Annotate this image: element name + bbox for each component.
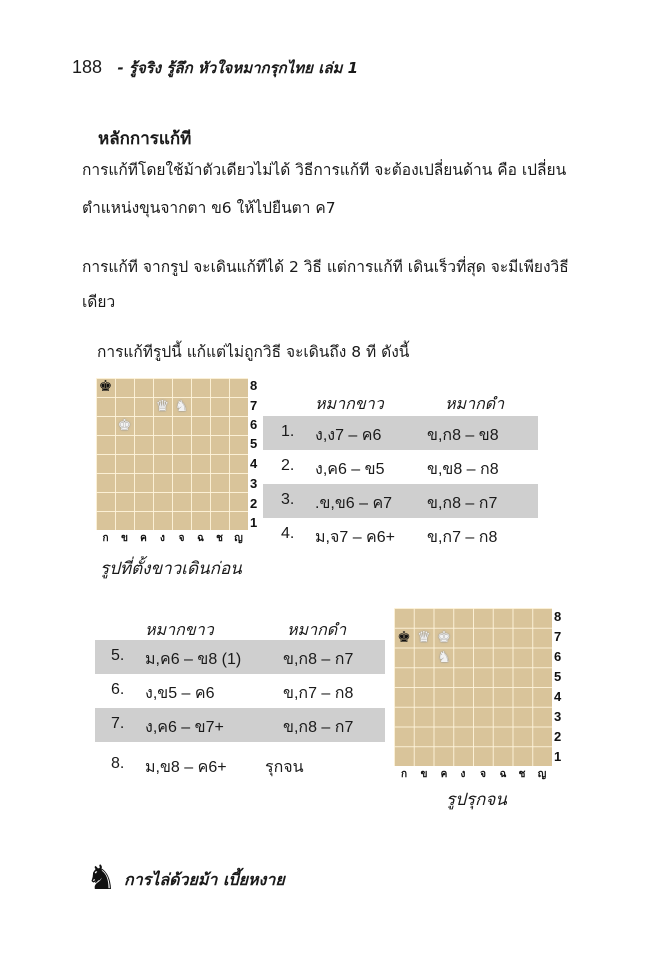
black-move: ข,ก7 – ก8 xyxy=(283,685,354,702)
moves-table-2 xyxy=(95,618,385,788)
black-move: ข,ก8 – ก7 xyxy=(283,651,354,668)
file-label-2: ข xyxy=(420,769,428,780)
file-label-8: ญ xyxy=(234,533,243,544)
move-number: 7. xyxy=(111,715,125,732)
move-number: 8. xyxy=(111,755,125,772)
white-move: ม,ข8 – ค6+ xyxy=(145,759,227,776)
rank-label-7: 7 xyxy=(554,629,562,644)
book-title: - รู้จริง รู้ลึก หัวใจหมากรุกไทย เล่ม 1 xyxy=(117,59,359,77)
file-label-2: ข xyxy=(121,533,128,544)
rank-label-5: 5 xyxy=(554,669,562,684)
white-ma-piece: ♞ xyxy=(174,397,189,415)
header-black: หมากดำ xyxy=(287,620,347,639)
table-row xyxy=(263,450,538,484)
white-ma-piece: ♞ xyxy=(437,648,451,666)
rank-label-8: 8 xyxy=(554,609,562,624)
table-row xyxy=(95,748,385,782)
white-move: .ข,ข6 – ค7 xyxy=(315,495,393,512)
header-white: หมากขาว xyxy=(315,394,384,413)
rank-label-3: 3 xyxy=(554,709,562,724)
white-met-piece: ♛ xyxy=(417,628,431,646)
black-move: ข,ก7 – ก8 xyxy=(427,529,498,546)
knight-icon: ♞ xyxy=(86,858,117,898)
white-move: ม,ค6 – ข8 (1) xyxy=(145,651,242,668)
file-label-8: ญ xyxy=(537,769,547,780)
move-number: 2. xyxy=(281,457,295,474)
paragraph-line-5: การแก้ทีรูปนี้ แก้แต่ไม่ถูกวิธี จะเดินถึง 8 ที ดังนี้ xyxy=(97,343,410,361)
file-label-5: จ xyxy=(480,769,486,780)
moves-table-1 xyxy=(263,392,538,562)
file-label-6: ฉ xyxy=(197,533,204,544)
rank-label-4: 4 xyxy=(554,689,562,704)
table-row xyxy=(263,416,538,450)
rank-label-6: 6 xyxy=(250,417,258,432)
file-label-5: จ xyxy=(178,533,185,544)
file-label-4: ง xyxy=(460,769,466,780)
file-label-6: ฉ xyxy=(499,769,507,780)
white-move: ง,ค6 – ข7+ xyxy=(145,719,224,736)
table-row xyxy=(95,708,385,742)
move-number: 6. xyxy=(111,681,125,698)
white-met-piece: ♛ xyxy=(155,397,170,415)
rank-label-6: 6 xyxy=(554,649,562,664)
rank-label-7: 7 xyxy=(250,398,258,413)
paragraph-line-2: ตำแหน่งขุนจากตา ข6 ให้ไปยืนตา ค7 xyxy=(82,199,336,217)
black-khun-piece: ♚ xyxy=(397,628,411,646)
table-row xyxy=(95,674,385,708)
white-move: ม,จ7 – ค6+ xyxy=(315,529,395,546)
white-khun-piece: ♚ xyxy=(437,628,451,646)
move-number: 5. xyxy=(111,647,125,664)
header-black: หมากดำ xyxy=(445,394,505,413)
paragraph-line-4: เดียว xyxy=(82,293,116,311)
black-move: ข,ข8 – ก8 xyxy=(427,461,499,478)
rank-label-2: 2 xyxy=(250,496,258,511)
file-label-3: ค xyxy=(140,533,147,544)
move-number: 4. xyxy=(281,525,295,542)
rank-label-1: 1 xyxy=(554,749,562,764)
white-move: ง,ง7 – ค6 xyxy=(315,427,382,444)
black-move: ข,ก8 – ข8 xyxy=(427,427,499,444)
move-number: 1. xyxy=(281,423,295,440)
white-khun-piece: ♚ xyxy=(117,416,132,434)
black-move: ข,ก8 – ก7 xyxy=(283,719,354,736)
file-label-1: ก xyxy=(400,769,408,780)
table-row xyxy=(263,518,538,552)
footer-text: การไล่ด้วยม้า เบี้ยหงาย xyxy=(124,870,285,889)
page-number: 188 xyxy=(72,57,103,77)
rank-label-8: 8 xyxy=(250,378,258,393)
rank-label-3: 3 xyxy=(250,476,258,491)
board-1-caption: รูปที่ตั้งขาวเดินก่อน xyxy=(100,559,242,579)
rank-label-1: 1 xyxy=(250,515,258,530)
file-label-7: ช xyxy=(216,533,223,544)
paragraph-line-3: การแก้ที จากรูป จะเดินแก้ทีได้ 2 วิธี แต่การแก้ที เดินเร็วที่สุด จะมีเพียงวิธี xyxy=(82,258,569,276)
black-move: ข,ก8 – ก7 xyxy=(427,495,498,512)
file-label-7: ช xyxy=(518,769,526,780)
white-move: ง,ค6 – ข5 xyxy=(315,461,385,478)
paragraph-line-1: การแก้ทีโดยใช้ม้าตัวเดียวไม่ได้ วิธีการแก้ที จะต้องเปลี่ยนด้าน คือ เปลี่ยน xyxy=(82,161,567,179)
move-number: 3. xyxy=(281,491,295,508)
file-label-1: ก xyxy=(102,533,109,544)
section-title: หลักการแก้ที xyxy=(98,129,192,149)
file-label-3: ค xyxy=(440,769,448,780)
header-white: หมากขาว xyxy=(145,620,214,639)
table-row xyxy=(263,484,538,518)
rank-label-4: 4 xyxy=(250,456,258,471)
file-label-4: ง xyxy=(160,533,165,544)
rank-label-5: 5 xyxy=(250,436,258,451)
black-khun-piece: ♚ xyxy=(98,377,113,395)
white-move: ง,ข5 – ค6 xyxy=(145,685,215,702)
black-move: รุกจน xyxy=(265,759,304,776)
board-2-caption: รูปรุกจน xyxy=(446,790,507,810)
page-header xyxy=(72,56,358,80)
rank-label-2: 2 xyxy=(554,729,562,744)
table-row xyxy=(95,640,385,674)
chessboard-2 xyxy=(394,608,566,778)
chessboard-1 xyxy=(96,378,268,548)
